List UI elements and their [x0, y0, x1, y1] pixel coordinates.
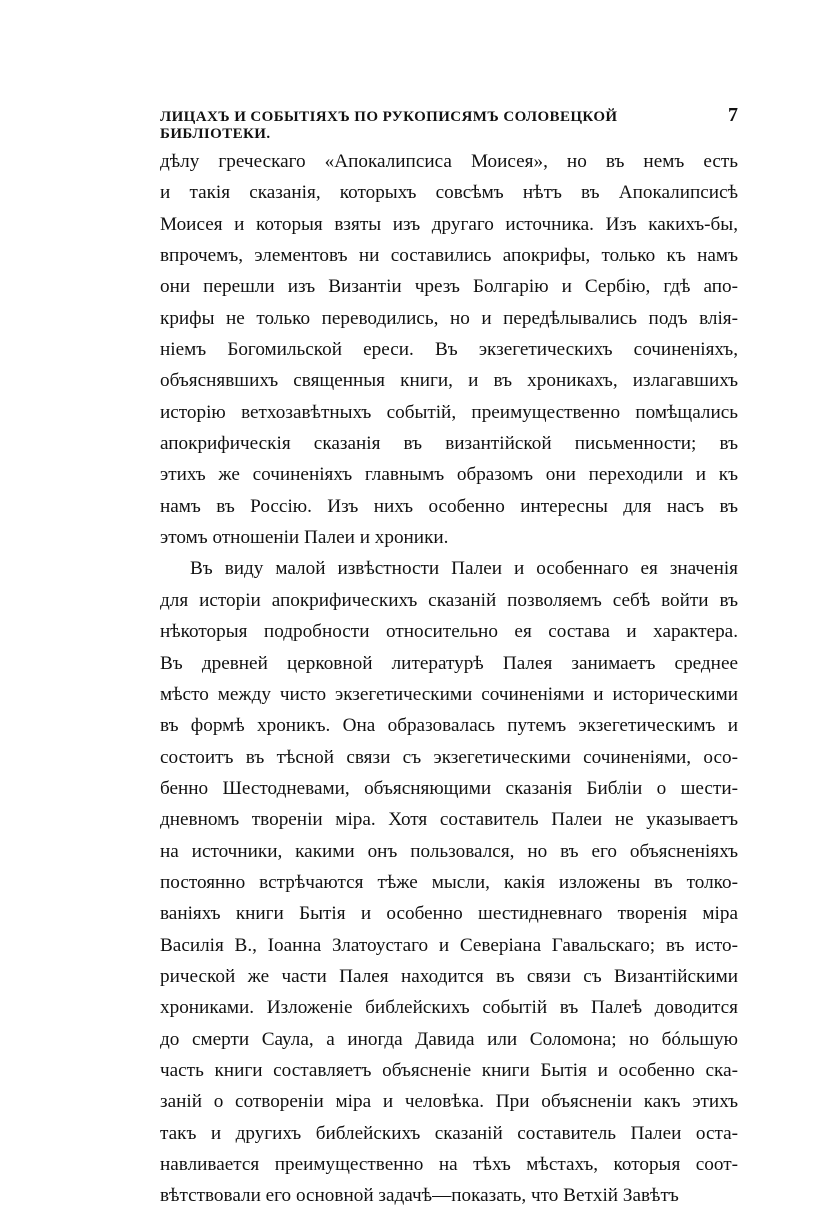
text-line: состоитъ въ тѣсной связи съ экзегетическими сочиненіями, осо- — [160, 746, 738, 768]
text-line: они перешли изъ Византіи чрезъ Болгарію и Сербію, гдѣ апо- — [160, 276, 738, 298]
text-line: впрочемъ, элементовъ ни составились апокрифы, только къ намъ — [160, 245, 738, 267]
page-number: 7 — [728, 104, 738, 126]
text-line: заній о сотвореніи міра и человѣка. При объясненіи какъ этихъ — [160, 1091, 738, 1113]
text-line: этихъ же сочиненіяхъ главнымъ образомъ они переходили и къ — [160, 464, 738, 486]
text-line: вѣтствовали его основной задачѣ—показать, что Ветхій Завѣтъ — [160, 1185, 679, 1207]
text-line: этомъ отношеніи Палеи и хроники. — [160, 527, 449, 549]
text-line: исторію ветхозавѣтныхъ событій, преимущественно помѣщались — [160, 401, 738, 423]
text-line: ваніяхъ книги Бытія и особенно шестидневнаго творенія міра — [160, 903, 738, 925]
text-line: и такія сказанія, которыхъ совсѣмъ нѣтъ въ Апокалипсисѣ — [160, 182, 738, 204]
text-line: намъ въ Россію. Изъ нихъ особенно интересны для насъ въ — [160, 495, 738, 517]
text-line: часть книги составляетъ объясненіе книги Бытія и особенно ска- — [160, 1059, 738, 1081]
text-line: дневномъ твореніи міра. Хотя составитель Палеи не указываетъ — [160, 809, 738, 831]
text-line: постоянно встрѣчаются тѣже мысли, какія изложены въ толко- — [160, 871, 738, 893]
text-line: бенно Шестодневами, объясняющими сказанія Библіи о шести- — [160, 777, 738, 799]
paragraph — [160, 553, 738, 1211]
text-line: нѣкоторыя подробности относительно ея состава и характера. — [160, 621, 738, 643]
text-line: дѣлу греческаго «Апокалипсиса Моисея», но въ немъ есть — [160, 151, 738, 172]
text-line: объяснявшихъ священныя книги, и въ хроникахъ, излагавшихъ — [160, 370, 738, 392]
text-line: крифы не только переводились, но и передѣлывались подъ влія- — [160, 307, 738, 329]
running-title: ЛИЦАХЪ И СОБЫТІЯХЪ ПО РУКОПИСЯМЪ СОЛОВЕЦКОЙ БИБЛІОТЕКИ. — [160, 109, 618, 142]
text-line: мѣсто между чисто экзегетическими сочиненіями и историческими — [160, 683, 738, 705]
text-line: для исторіи апокрифическихъ сказаній позволяемъ себѣ войти въ — [160, 589, 738, 611]
text-line: ніемъ Богомильской ереси. Въ экзегетическихъ сочиненіяхъ, — [160, 339, 738, 361]
running-header — [160, 104, 738, 143]
text-line: такъ и другихъ библейскихъ сказаній составитель Палеи оста- — [160, 1122, 738, 1144]
paragraph — [160, 146, 738, 553]
text-line: апокрифическія сказанія въ византійской письменности; въ — [160, 433, 738, 455]
text-line: Въ древней церковной литературѣ Палея занимаетъ среднее — [160, 652, 738, 674]
text-line: на источники, какими онъ пользовался, но въ его объясненіяхъ — [160, 840, 738, 862]
text-line: въ формѣ хроникъ. Она образовалась путемъ экзегетическимъ и — [160, 715, 738, 737]
text-line: до смерти Саула, а иногда Давида или Соломона; но бóльшую — [160, 1028, 738, 1050]
page-body — [160, 146, 738, 1212]
text-line: Василія В., Іоанна Златоустаго и Северіана Гавальскаго; въ исто- — [160, 934, 738, 956]
text-line: рической же части Палея находится въ связи съ Византійскими — [160, 965, 738, 987]
text-line: хрониками. Изложеніе библейскихъ событій въ Палеѣ доводится — [160, 997, 738, 1019]
text-line: навливается преимущественно на тѣхъ мѣстахъ, которыя соот- — [160, 1154, 738, 1175]
text-line: Въ виду малой извѣстности Палеи и особеннаго ея значенія — [190, 558, 738, 580]
text-line: Моисея и которыя взяты изъ другаго источника. Изъ какихъ-бы, — [160, 213, 738, 235]
